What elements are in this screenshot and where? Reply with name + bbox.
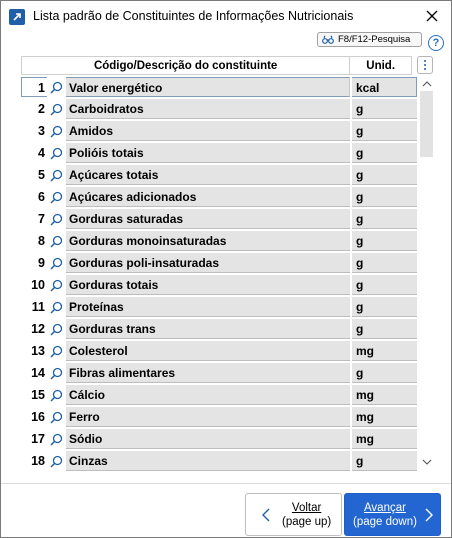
row-description: Proteínas <box>66 297 350 317</box>
row-description: Gorduras saturadas <box>66 209 350 229</box>
grid-header <box>21 56 412 75</box>
kebab-menu-icon[interactable] <box>417 56 433 74</box>
magnifier-icon[interactable] <box>48 189 64 205</box>
row-description: Cinzas <box>66 451 350 471</box>
chevron-left-icon <box>262 508 270 522</box>
row-unit: g <box>352 297 417 317</box>
next-button[interactable] <box>344 493 441 536</box>
search-button[interactable] <box>317 32 422 47</box>
magnifier-icon[interactable] <box>48 233 64 249</box>
row-unit: g <box>352 275 417 295</box>
row-code: 10 <box>31 278 45 292</box>
column-header-description[interactable]: Código/Descrição do constituinte <box>22 57 350 74</box>
row-unit: g <box>352 165 417 185</box>
table-row[interactable] <box>21 120 417 142</box>
magnifier-icon[interactable] <box>48 145 64 161</box>
close-icon[interactable] <box>421 5 443 27</box>
row-description: Ferro <box>66 407 350 427</box>
footer-divider <box>1 483 451 484</box>
window-title: Lista padrão de Constituintes de Informações Nutricionais <box>33 9 354 23</box>
row-unit: mg <box>352 429 417 449</box>
row-code: 15 <box>31 388 45 402</box>
table-row[interactable] <box>21 98 417 120</box>
magnifier-icon[interactable] <box>48 343 64 359</box>
row-unit: kcal <box>352 77 417 97</box>
help-icon[interactable]: ? <box>428 35 444 51</box>
row-code: 5 <box>38 168 45 182</box>
row-code: 17 <box>31 432 45 446</box>
row-description: Gorduras poli-insaturadas <box>66 253 350 273</box>
row-description: Fibras alimentares <box>66 363 350 383</box>
table-row[interactable] <box>21 208 417 230</box>
back-hint: (page up) <box>282 515 332 528</box>
row-code: 16 <box>31 410 45 424</box>
table-row[interactable] <box>21 450 417 472</box>
row-unit: g <box>352 187 417 207</box>
row-unit: g <box>352 121 417 141</box>
row-code: 1 <box>21 77 47 97</box>
row-code: 4 <box>38 146 45 160</box>
row-description: Sódio <box>66 429 350 449</box>
magnifier-icon[interactable] <box>48 299 64 315</box>
grid-rows <box>21 76 417 472</box>
magnifier-icon[interactable] <box>48 387 64 403</box>
back-button-text <box>282 501 331 529</box>
next-label: Avançar <box>363 501 406 514</box>
magnifier-icon[interactable] <box>48 277 64 293</box>
table-row[interactable] <box>21 274 417 296</box>
table-row[interactable] <box>21 384 417 406</box>
table-row[interactable] <box>21 340 417 362</box>
row-description: Amidos <box>66 121 350 141</box>
row-description: Açúcares adicionados <box>66 187 350 207</box>
row-code: 7 <box>38 212 45 226</box>
table-row[interactable] <box>21 252 417 274</box>
table-row[interactable] <box>21 428 417 450</box>
next-hint: (page down) <box>353 515 417 528</box>
magnifier-icon[interactable] <box>48 453 64 469</box>
row-unit: g <box>352 363 417 383</box>
row-unit: mg <box>352 385 417 405</box>
row-code: 2 <box>38 102 45 116</box>
row-code: 11 <box>31 300 45 314</box>
row-description: Gorduras trans <box>66 319 350 339</box>
row-code: 13 <box>31 344 45 358</box>
row-unit: g <box>352 209 417 229</box>
row-description: Açúcares totais <box>66 165 350 185</box>
table-row[interactable] <box>21 76 417 98</box>
back-label: Voltar <box>291 501 322 514</box>
back-button[interactable] <box>245 493 342 536</box>
table-row[interactable] <box>21 142 417 164</box>
magnifier-icon[interactable] <box>48 431 64 447</box>
row-code: 8 <box>38 234 45 248</box>
magnifier-icon[interactable] <box>48 79 64 95</box>
row-code: 18 <box>31 454 45 468</box>
chevron-right-icon <box>425 508 433 522</box>
table-row[interactable] <box>21 318 417 340</box>
row-description: Gorduras monoinsaturadas <box>66 231 350 251</box>
row-unit: g <box>352 253 417 273</box>
row-code: 9 <box>38 256 45 270</box>
row-description: Colesterol <box>66 341 350 361</box>
binoculars-icon <box>322 35 334 44</box>
row-code: 14 <box>31 366 45 380</box>
row-code: 6 <box>38 190 45 204</box>
next-button-text <box>353 501 417 529</box>
row-description: Valor energético <box>66 77 350 97</box>
row-unit: mg <box>352 341 417 361</box>
scroll-down-icon[interactable] <box>421 457 432 466</box>
table-row[interactable] <box>21 362 417 384</box>
magnifier-icon[interactable] <box>48 167 64 183</box>
magnifier-icon[interactable] <box>48 123 64 139</box>
row-unit: g <box>352 451 417 471</box>
row-unit: g <box>352 319 417 339</box>
magnifier-icon[interactable] <box>48 409 64 425</box>
app-icon <box>9 9 25 25</box>
row-unit: g <box>352 99 417 119</box>
search-label: F8/F12-Pesquisa <box>338 34 411 45</box>
row-code: 12 <box>31 322 45 336</box>
row-code: 3 <box>38 124 45 138</box>
magnifier-icon[interactable] <box>48 255 64 271</box>
row-description: Polióis totais <box>66 143 350 163</box>
title-bar <box>1 1 451 31</box>
row-unit: mg <box>352 407 417 427</box>
table-row[interactable] <box>21 296 417 318</box>
table-row[interactable] <box>21 230 417 252</box>
scroll-up-icon[interactable] <box>421 79 432 88</box>
row-description: Carboidratos <box>66 99 350 119</box>
magnifier-icon[interactable] <box>48 211 64 227</box>
row-unit: g <box>352 231 417 251</box>
table-row[interactable] <box>21 164 417 186</box>
magnifier-icon[interactable] <box>48 321 64 337</box>
row-description: Gorduras totais <box>66 275 350 295</box>
row-unit: g <box>352 143 417 163</box>
table-row[interactable] <box>21 186 417 208</box>
magnifier-icon[interactable] <box>48 101 64 117</box>
table-row[interactable] <box>21 406 417 428</box>
magnifier-icon[interactable] <box>48 365 64 381</box>
vertical-scrollbar[interactable] <box>418 77 435 471</box>
row-description: Cálcio <box>66 385 350 405</box>
scrollbar-thumb[interactable] <box>420 91 433 157</box>
column-header-unit[interactable]: Unid. <box>366 60 396 72</box>
